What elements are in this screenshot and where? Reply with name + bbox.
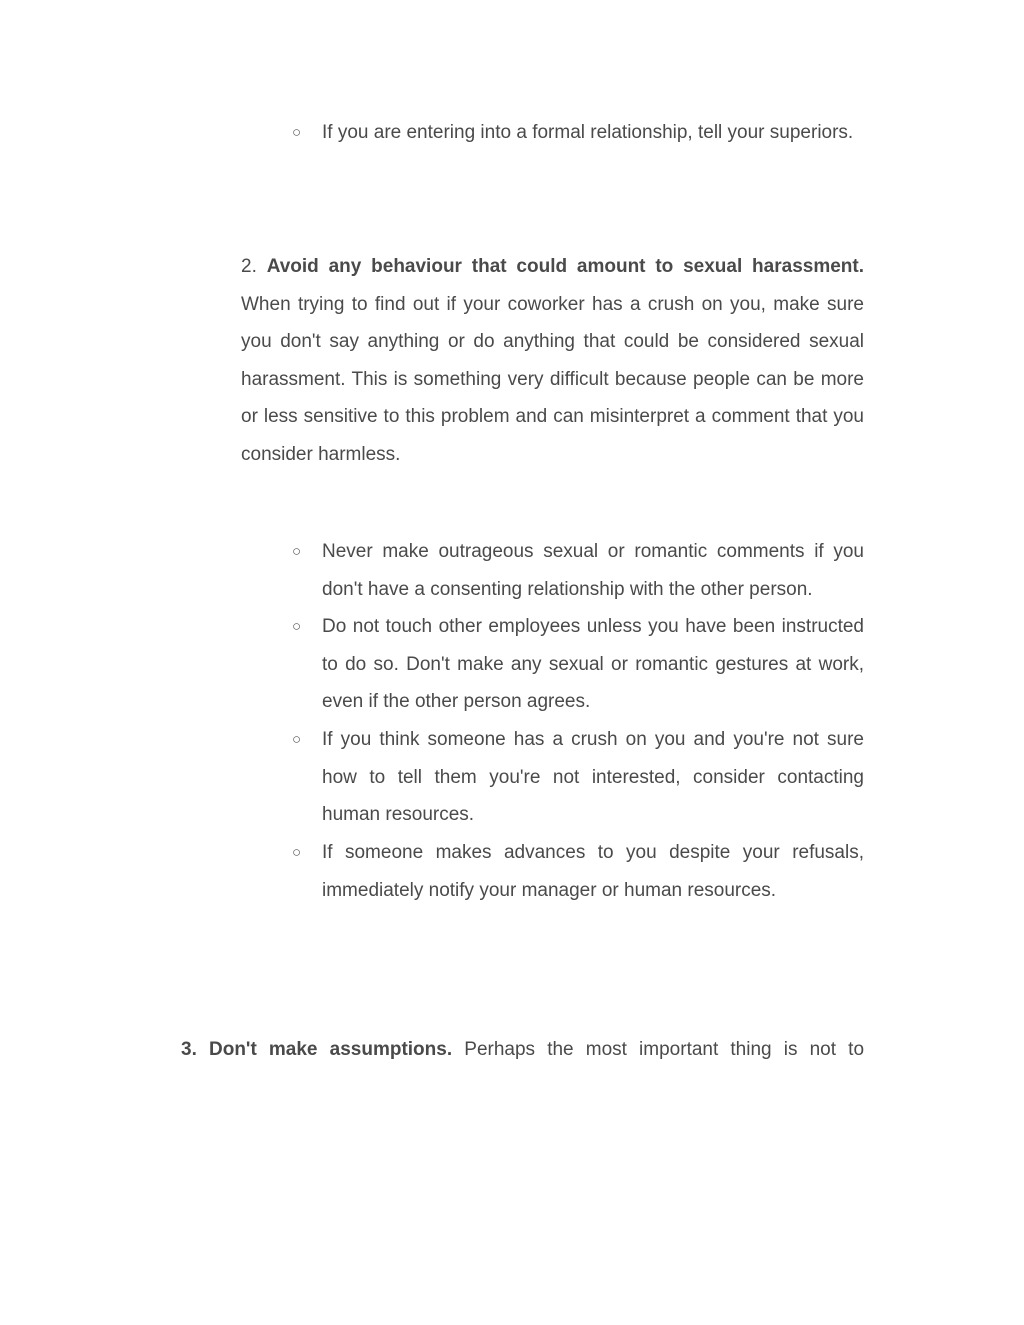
section-2-number: 2. [241, 256, 257, 277]
section-3-body: Perhaps the most important thing is not to [464, 1039, 865, 1060]
bullet-text: Never make outrageous sexual or romantic comments if you don't have a consenting relationship with the other person. [322, 541, 864, 600]
hollow-circle-bullet-icon: ○ [292, 618, 302, 635]
hollow-circle-bullet-icon: ○ [292, 844, 302, 861]
section-3-paragraph [181, 1031, 864, 1069]
bullet-text: If you think someone has a crush on you and you're not sure how to tell them you're not interested, consider contacting human resources. [322, 729, 864, 826]
hollow-circle-bullet-icon: ○ [292, 543, 302, 560]
bullet-text: If you are entering into a formal relationship, tell your superiors. [322, 122, 854, 143]
bullet-text: If someone makes advances to you despite your refusals, immediately notify your manager or human resources. [322, 842, 864, 901]
hollow-circle-bullet-icon: ○ [292, 731, 302, 748]
bullet-text: Do not touch other employees unless you have been instructed to do so. Don't make any sexual or romantic gestures at work, even if the other person agrees. [322, 616, 864, 713]
section-2-body: When trying to find out if your coworker has a crush on you, make sure you don't say anything or do anything that could be considered sexual harassment. This is something very difficult because people can be more or less sensitive to this problem and can misinterpret a comment that you consider harmless. [241, 293, 864, 465]
section-2-paragraph [241, 248, 864, 474]
hollow-circle-bullet-icon: ○ [292, 124, 302, 141]
section-3-heading: 3. Don't make assumptions. [181, 1039, 453, 1060]
section-2-heading: Avoid any behaviour that could amount to sexual harassment. [266, 256, 864, 277]
